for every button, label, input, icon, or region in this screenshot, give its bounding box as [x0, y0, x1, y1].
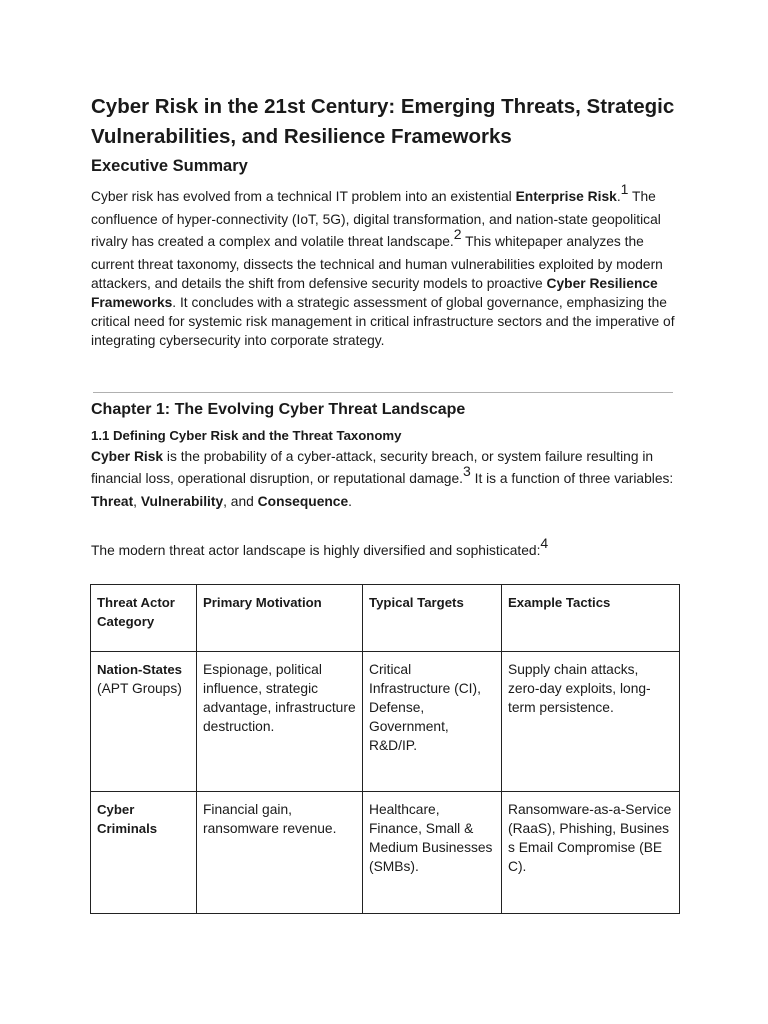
- summary-line-3: [91, 226, 686, 255]
- table-cell-targets: Critical Infrastructure (CI), Defense, Government, R&D/IP.: [363, 652, 502, 792]
- table-header-cell: Example Tactics: [502, 585, 680, 652]
- cyber-risk-term: Cyber Risk: [91, 449, 164, 464]
- executive-summary-paragraph: [91, 181, 686, 350]
- summary-line-5: [91, 274, 686, 293]
- table-cell-actor: [91, 652, 197, 792]
- threat-actor-table: [90, 584, 680, 914]
- summary-line-7: critical need for systemic risk management in critical infrastructure sectors and the imperative of: [91, 314, 675, 329]
- horizontal-divider: [93, 392, 673, 393]
- separator-text: ,: [133, 494, 141, 509]
- summary-text: This whitepaper analyzes the: [461, 234, 644, 249]
- summary-line-6: [91, 293, 686, 312]
- executive-summary-heading: Executive Summary: [91, 157, 248, 175]
- vulnerability-term: Vulnerability: [140, 494, 224, 509]
- landscape-text: The modern threat actor landscape is highly diversified and sophisticated:: [91, 543, 541, 558]
- table-cell-tactics: Ransomware-as-a-Service (RaaS), Phishing, Business Email Compromise (BEC).: [502, 792, 680, 914]
- definition-line-1: [91, 447, 691, 466]
- table-header-row: [91, 585, 680, 652]
- enterprise-risk-term: Enterprise Risk: [515, 189, 617, 204]
- section-1-1-heading: 1.1 Defining Cyber Risk and the Threat Taxonomy: [91, 428, 402, 443]
- definition-line-2: [91, 463, 691, 492]
- table-header-cell: Typical Targets: [363, 585, 502, 652]
- summary-text: . It concludes with a strategic assessment of global governance, emphasizing the: [172, 295, 667, 310]
- document-title: Cyber Risk in the 21st Century: Emerging Threats, Strategic Vulnerabilities, and Resilience Frameworks: [91, 95, 675, 148]
- summary-line-4: current threat taxonomy, dissects the technical and human vulnerabilities exploited by modern: [91, 257, 663, 272]
- summary-line-8: integrating cybersecurity into corporate strategy.: [91, 333, 385, 348]
- summary-text: The: [628, 189, 656, 204]
- summary-line-1: [91, 181, 686, 210]
- table-cell-actor: [91, 792, 197, 914]
- table-row: [91, 792, 680, 914]
- footnote-4-link[interactable]: 4: [540, 535, 549, 551]
- separator-text: , and: [223, 494, 258, 509]
- separator-text: .: [348, 494, 352, 509]
- consequence-term: Consequence: [257, 494, 349, 509]
- table-row: [91, 652, 680, 792]
- summary-text: rivalry has created a complex and volatile threat landscape.: [91, 234, 454, 249]
- threat-term: Threat: [91, 494, 134, 509]
- table-header-cell: Primary Motivation: [197, 585, 363, 652]
- footnote-1-link[interactable]: 1: [620, 181, 629, 197]
- threat-landscape-intro: [91, 537, 548, 565]
- cyber-resilience-term: Cyber Resilience: [546, 276, 658, 291]
- table-cell-motivation: Financial gain, ransomware revenue.: [197, 792, 363, 914]
- actor-qualifier: (APT Groups): [97, 681, 182, 696]
- summary-text: Cyber risk has evolved from a technical IT problem into an existential: [91, 189, 516, 204]
- footnote-2-link[interactable]: 2: [453, 226, 462, 242]
- table-header-cell: Threat Actor Category: [91, 585, 197, 652]
- definition-text: is the probability of a cyber-attack, security breach, or system failure resulting in: [163, 449, 654, 464]
- summary-line-2: confluence of hyper-connectivity (IoT, 5G), digital transformation, and nation-state geopolitical: [91, 212, 661, 227]
- definition-line-3: [91, 492, 691, 511]
- summary-text: attackers, and details the shift from defensive security models to proactive: [91, 276, 547, 291]
- definition-text: financial loss, operational disruption, or reputational damage.: [91, 471, 463, 486]
- summary-text: .: [616, 189, 621, 204]
- chapter-1-heading: Chapter 1: The Evolving Cyber Threat Landscape: [91, 401, 466, 418]
- frameworks-term: Frameworks: [91, 295, 173, 310]
- footnote-3-link[interactable]: 3: [462, 463, 471, 479]
- actor-name: Nation-States: [97, 662, 182, 677]
- actor-name: Cyber Criminals: [97, 802, 158, 836]
- cyber-risk-definition-paragraph: [91, 447, 691, 511]
- definition-text: It is a function of three variables:: [470, 471, 674, 486]
- table-cell-tactics: Supply chain attacks, zero-day exploits, long-term persistence.: [502, 652, 680, 792]
- table-cell-motivation: Espionage, political influence, strategic advantage, infrastructure destruction.: [197, 652, 363, 792]
- table-cell-targets: Healthcare, Finance, Small & Medium Businesses (SMBs).: [363, 792, 502, 914]
